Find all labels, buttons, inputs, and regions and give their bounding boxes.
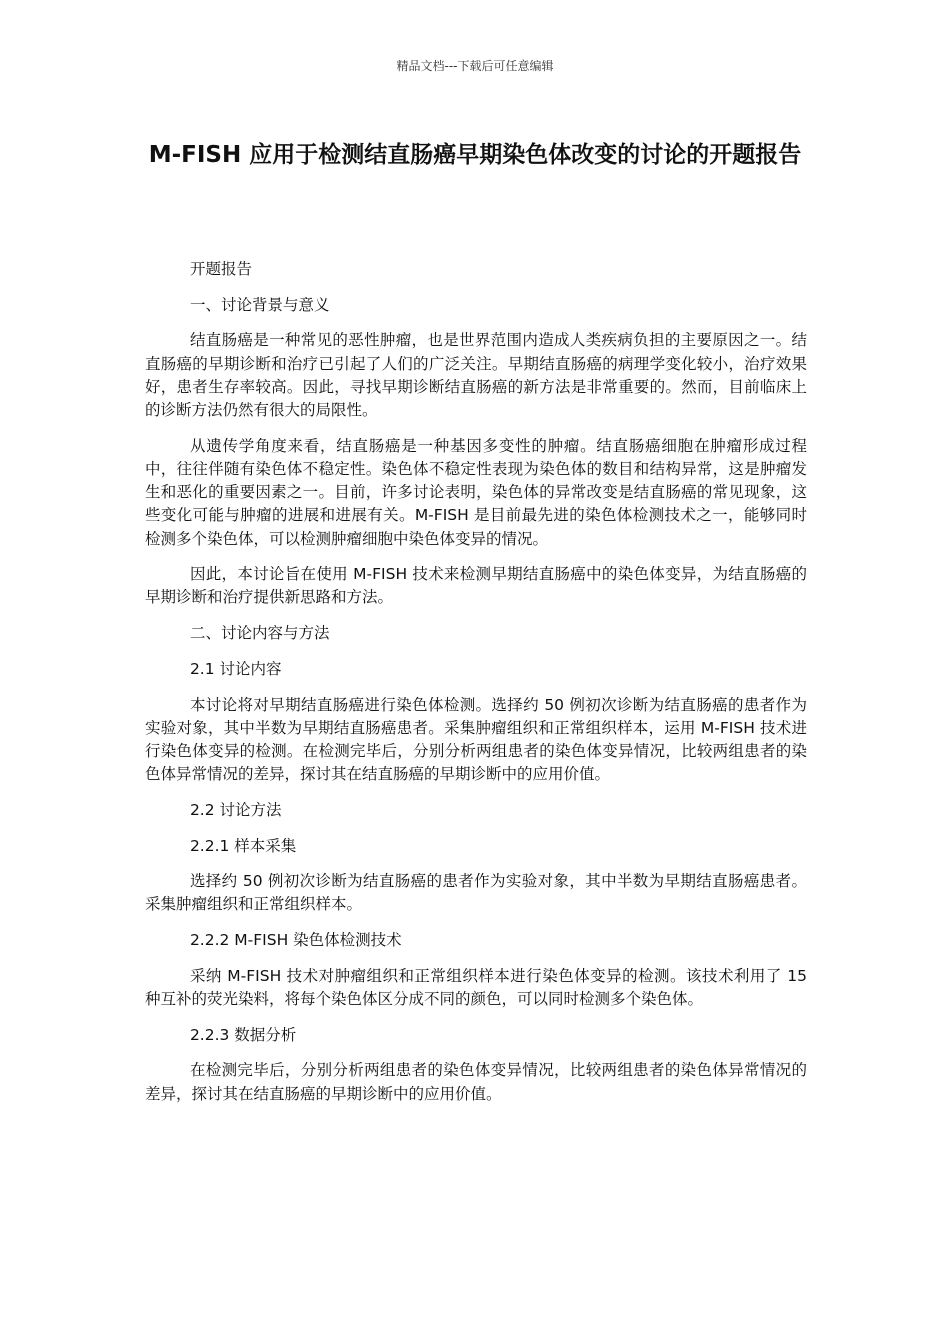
subsection-2-2-2-paragraph: 采纳 M-FISH 技术对肿瘤组织和正常组织样本进行染色体变异的检测。该技术利用了 15 种互补的荧光染料，将每个染色体区分成不同的颜色，可以同时检测多个染色体。 (145, 966, 807, 1009)
section-1-paragraph-1: 结直肠癌是一种常见的恶性肿瘤，也是世界范围内造成人类疾病负担的主要原因之一。结直肠癌的早期诊断和治疗已引起了人们的广泛关注。早期结直肠癌的病理学变化较小，治疗效果好，患者生存率较高。因此，寻找早期诊断结直肠癌的新方法是非常重要的。然而，目前临床上的诊断方法仍然有很大的局限性。 (145, 331, 807, 420)
section-1-paragraph-2: 从遗传学角度来看，结直肠癌是一种基因多变性的肿瘤。结直肠癌细胞在肿瘤形成过程中，往往伴随有染色体不稳定性。染色体不稳定性表现为染色体的数目和结构异常，这是肿瘤发生和恶化的重要因素之一。目前，许多讨论表明，染色体的异常改变是结直肠癌的常见现象，这些变化可能与肿瘤的进展和进展有关。M-FISH 是目前最先进的染色体检测技术之一，能够同时检测多个染色体，可以检测肿瘤细胞中染色体变异的情况。 (145, 436, 807, 548)
subsection-2-2-1-paragraph: 选择约 50 例初次诊断为结直肠癌的患者作为实验对象，其中半数为早期结直肠癌患者。采集肿瘤组织和正常组织样本。 (145, 872, 807, 914)
subsection-2-2-2-heading: 2.2.2 M-FISH 染色体检测技术 (189, 931, 402, 950)
section-1-heading: 一、讨论背景与意义 (189, 295, 330, 314)
subsection-2-2-heading: 2.2 讨论方法 (189, 800, 282, 819)
document-title: M-FISH 应用于检测结直肠癌早期染色体改变的讨论的开题报告 (148, 142, 802, 168)
section-2-heading: 二、讨论内容与方法 (189, 624, 330, 643)
subsection-2-2-1-heading: 2.2.1 样本采集 (189, 836, 297, 855)
subsection-2-2-3-paragraph: 在检测完毕后，分别分析两组患者的染色体变异情况，比较两组患者的染色体异常情况的差异，探讨其在结直肠癌的早期诊断中的应用价值。 (145, 1061, 807, 1103)
report-label: 开题报告 (189, 260, 252, 278)
document-body (145, 258, 807, 1118)
subsection-2-1-paragraph: 本讨论将对早期结直肠癌进行染色体检测。选择约 50 例初次诊断为结直肠癌的患者作为实验对象，其中半数为早期结直肠癌患者。采集肿瘤组织和正常组织样本，运用 M-FISH 技术进行染色体变异的检测。在检测完毕后，分别分析两组患者的染色体变异情况，比较两组患者的染色体异常情况的差异，探讨其在结直肠癌的早期诊断中的应用价值。 (145, 695, 807, 784)
header-note: 精品文档---下载后可任意编辑 (396, 59, 554, 73)
section-1-paragraph-3: 因此，本讨论旨在使用 M-FISH 技术来检测早期结直肠癌中的染色体变异，为结直肠癌的早期诊断和治疗提供新思路和方法。 (145, 565, 807, 607)
subsection-2-2-3-heading: 2.2.3 数据分析 (189, 1025, 297, 1044)
subsection-2-1-heading: 2.1 讨论内容 (189, 659, 282, 678)
